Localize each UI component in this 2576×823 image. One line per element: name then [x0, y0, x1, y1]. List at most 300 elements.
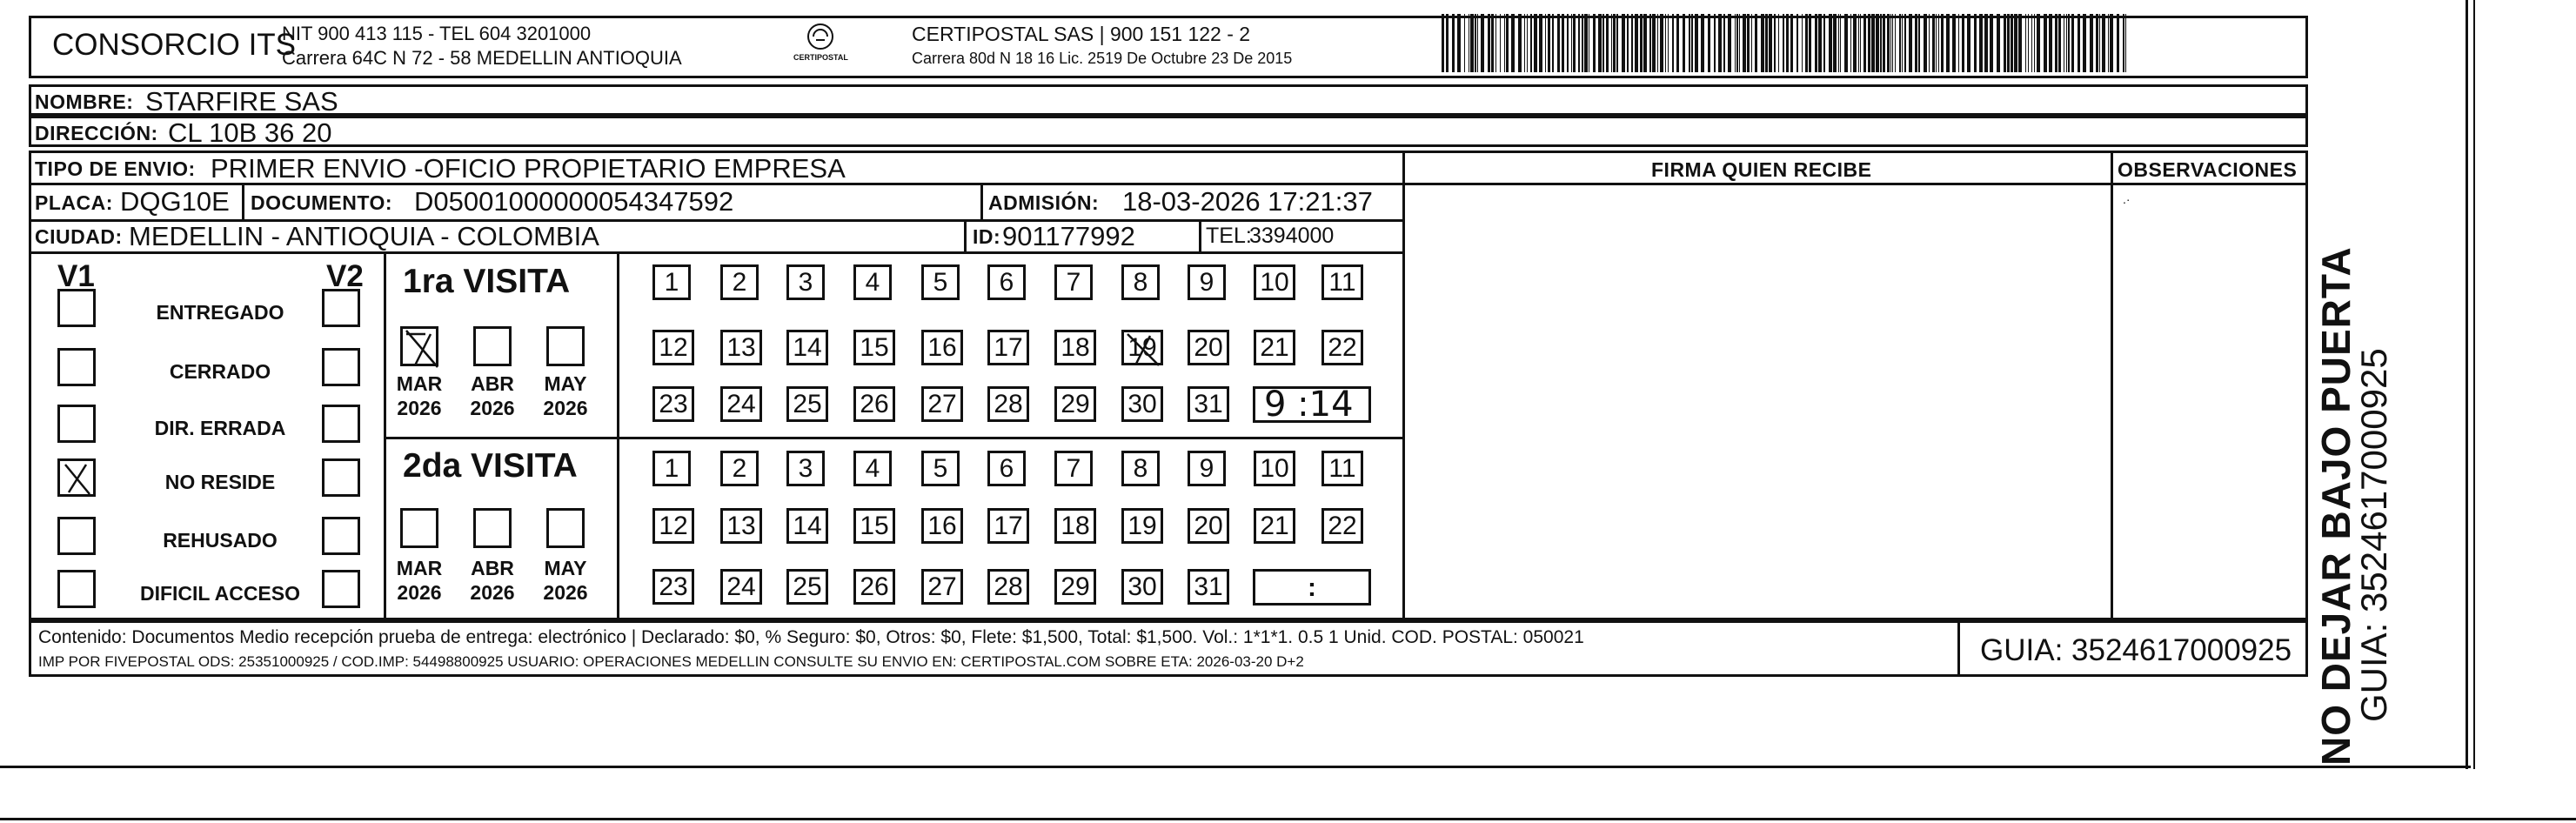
v2-checkbox-4[interactable]	[322, 458, 360, 497]
barcode-graphic	[1442, 14, 2132, 72]
barcode-bar	[2028, 14, 2029, 72]
barcode-bar	[1552, 14, 1554, 72]
barcode-bar	[1997, 14, 2000, 72]
barcode-bar	[1582, 14, 1583, 72]
barcode-bar	[1860, 14, 1861, 72]
barcode-bar	[2044, 14, 2047, 72]
visit1-day-22[interactable]: 22	[1321, 330, 1363, 365]
barcode-bar	[1545, 14, 1546, 72]
barcode-bar	[1627, 14, 1629, 72]
id-label: ID:	[973, 225, 1001, 248]
ciudad-bottom-line	[29, 251, 1405, 254]
footer-guia: GUIA: 3524617000925	[1980, 633, 2292, 667]
barcode-bar	[2125, 14, 2126, 72]
barcode-bar	[1578, 14, 1580, 72]
page-fold-line	[0, 766, 2471, 768]
barcode-bar	[1932, 14, 1935, 72]
visit1-day-31[interactable]: 31	[1188, 386, 1229, 422]
tipo-value: PRIMER ENVIO -OFICIO PROPIETARIO EMPRESA	[211, 153, 846, 184]
visit2-day-30[interactable]: 30	[1121, 569, 1163, 605]
visit1-day-4[interactable]: 4	[853, 264, 892, 300]
barcode-bar	[1691, 14, 1693, 72]
visit1-time: 9 :14	[1264, 385, 1354, 425]
visit2-day-29[interactable]: 29	[1054, 569, 1096, 605]
v1-checkbox-2[interactable]	[57, 348, 96, 386]
visit2-day-19[interactable]: 19	[1121, 508, 1163, 544]
visit1-day-5[interactable]: 5	[921, 264, 960, 300]
visit2-day-14[interactable]: 14	[786, 508, 828, 544]
barcode-bar	[1446, 14, 1449, 72]
barcode-bar	[2007, 14, 2010, 72]
barcode-bar	[1475, 14, 1476, 72]
visit1-day-2[interactable]: 2	[720, 264, 759, 300]
v1-checkbox-6[interactable]	[57, 570, 96, 608]
barcode-bar	[1488, 14, 1490, 72]
visit1-day-16[interactable]: 16	[921, 330, 963, 365]
documento-label: DOCUMENTO:	[251, 191, 393, 214]
visit1-month-label: ABR	[471, 372, 514, 395]
barcode-bar	[1548, 14, 1550, 72]
visit1-day-23[interactable]: 23	[652, 386, 694, 422]
visit2-day-27[interactable]: 27	[921, 569, 963, 605]
visit2-month-box[interactable]	[473, 508, 512, 548]
page-bottom-line	[0, 818, 2576, 820]
barcode-bar	[1887, 14, 1890, 72]
barcode-bar	[1904, 14, 1906, 72]
barcode-bar	[1567, 14, 1569, 72]
right-edge-line-2	[2473, 0, 2475, 769]
barcode-bar	[1946, 14, 1950, 72]
barcode-bar	[1765, 14, 1768, 72]
barcode-bar	[1584, 14, 1588, 72]
barcode-bar	[1613, 14, 1616, 72]
visit2-day-1[interactable]: 1	[652, 451, 691, 486]
barcode-bar	[1534, 14, 1537, 72]
barcode-bar	[2071, 14, 2074, 72]
side-warning: NO DEJAR BAJO PUERTA	[2313, 246, 2359, 766]
admision-divider	[980, 183, 983, 219]
visit2-day-10[interactable]: 10	[1254, 451, 1295, 486]
visit2-day-15[interactable]: 15	[853, 508, 895, 544]
visit2-day-26[interactable]: 26	[853, 569, 895, 605]
barcode-bar	[2083, 14, 2086, 72]
barcode-bar	[1778, 14, 1779, 72]
visit2-day-22[interactable]: 22	[1321, 508, 1363, 544]
barcode-bar	[1557, 14, 1560, 72]
visit1-year-label: 2026	[543, 397, 588, 419]
v2-checkbox-3[interactable]	[322, 405, 360, 443]
visit2-time-box[interactable]	[1253, 569, 1371, 606]
visit1-day-20[interactable]: 20	[1188, 330, 1229, 365]
visit1-month-box[interactable]	[546, 326, 585, 366]
barcode-bar	[1527, 14, 1528, 72]
barcode-bar	[2108, 14, 2109, 72]
visit1-day-10[interactable]: 10	[1254, 264, 1295, 300]
barcode-bar	[2102, 14, 2105, 72]
barcode-bar	[1890, 14, 1891, 72]
barcode-bar	[2004, 14, 2006, 72]
barcode-bar	[1689, 14, 1690, 72]
visit2-day-2[interactable]: 2	[720, 451, 759, 486]
visit1-day-6[interactable]: 6	[987, 264, 1026, 300]
v2-checkbox-5[interactable]	[322, 517, 360, 555]
months-divider	[617, 251, 619, 620]
barcode-bar	[2110, 14, 2113, 72]
nombre-label: NOMBRE:	[35, 90, 134, 113]
visit2-day-24[interactable]: 24	[720, 569, 762, 605]
barcode-bar	[1876, 14, 1879, 72]
id-divider	[964, 219, 967, 251]
barcode-bar	[1606, 14, 1609, 72]
barcode-bar	[1481, 14, 1484, 72]
barcode-bar	[1967, 14, 1970, 72]
barcode-bar	[1708, 14, 1710, 72]
barcode-bar	[1714, 14, 1716, 72]
barcode-bar	[1643, 14, 1647, 72]
visit2-day-8[interactable]: 8	[1121, 451, 1160, 486]
barcode-bar	[1815, 14, 1817, 72]
barcode-bar	[2099, 14, 2100, 72]
placa-label: PLACA:	[35, 191, 113, 214]
visit1-day-9[interactable]: 9	[1188, 264, 1226, 300]
barcode-bar	[1840, 14, 1841, 72]
ciudad-value: MEDELLIN - ANTIOQUIA - COLOMBIA	[129, 221, 599, 251]
visit2-day-18[interactable]: 18	[1054, 508, 1096, 544]
visit2-title: 2da VISITA	[403, 447, 578, 485]
barcode-bar	[1850, 14, 1851, 72]
barcode-bar	[2066, 14, 2067, 72]
v1-checkbox-1[interactable]	[57, 289, 96, 327]
barcode-bar	[1747, 14, 1750, 72]
barcode-bar	[1495, 14, 1496, 72]
barcode-bar	[2117, 14, 2119, 72]
barcode-bar	[1797, 14, 1798, 72]
visit2-year-label: 2026	[470, 581, 515, 604]
v2-label: V2	[326, 259, 364, 293]
v2-checkbox-2[interactable]	[322, 348, 360, 386]
admision-value: 18-03-2026 17:21:37	[1122, 186, 1373, 217]
barcode-bar	[1735, 14, 1736, 72]
tel-label: TEL:	[1206, 224, 1252, 248]
barcode-bar	[1598, 14, 1602, 72]
ciudad-label: CIUDAD:	[35, 225, 123, 248]
tipo-label: TIPO DE ENVIO:	[35, 157, 196, 180]
barcode-bar	[2090, 14, 2093, 72]
barcode-bar	[1657, 14, 1658, 72]
visit2-day-7[interactable]: 7	[1054, 451, 1093, 486]
tel-divider	[1199, 219, 1201, 251]
visit1-day-25[interactable]: 25	[786, 386, 828, 422]
status-option-label: CERRADO	[169, 360, 271, 383]
barcode-bar	[1790, 14, 1793, 72]
barcode-bar	[1736, 14, 1738, 72]
barcode-bar	[1470, 14, 1474, 72]
barcode-bar	[1640, 14, 1643, 72]
day-number: 19	[1127, 333, 1157, 362]
visit2-day-4[interactable]: 4	[853, 451, 892, 486]
visit2-month-box[interactable]	[546, 508, 585, 548]
barcode-bar	[1802, 14, 1803, 72]
barcode-bar	[1941, 14, 1944, 72]
visit1-day-11[interactable]: 11	[1321, 264, 1363, 300]
id-value: 901177992	[1002, 221, 1135, 251]
barcode-bar	[1868, 14, 1870, 72]
barcode-bar	[1751, 14, 1752, 72]
barcode-bar	[1929, 14, 1930, 72]
visit1-day-17[interactable]: 17	[987, 330, 1029, 365]
barcode-bar	[1728, 14, 1731, 72]
barcode-bar	[1990, 14, 1993, 72]
barcode-bar	[1676, 14, 1679, 72]
barcode-bar	[1979, 14, 1983, 72]
right-edge-line	[2466, 0, 2468, 769]
check-mark-icon	[1124, 332, 1162, 367]
firma-header: FIRMA QUIEN RECIBE	[1651, 158, 1872, 181]
visit2-day-3[interactable]: 3	[786, 451, 825, 486]
barcode-bar	[1718, 14, 1722, 72]
barcode-bar	[1491, 14, 1494, 72]
barcode-bar	[1743, 14, 1746, 72]
barcode-bar	[1829, 14, 1832, 72]
barcode-bar	[1783, 14, 1784, 72]
barcode-bar	[1530, 14, 1532, 72]
barcode-bar	[1936, 14, 1937, 72]
barcode-bar	[2123, 14, 2124, 72]
barcode-bar	[1723, 14, 1725, 72]
courier-name: CERTIPOSTAL SAS | 900 151 122 - 2	[912, 23, 1251, 45]
visit2-month-label: MAY	[544, 557, 587, 579]
barcode-bar	[1909, 14, 1912, 72]
barcode-bar	[1573, 14, 1576, 72]
visit1-day-13[interactable]: 13	[720, 330, 762, 365]
tel-value: 3394000	[1249, 224, 1335, 248]
visit1-day-30[interactable]: 30	[1121, 386, 1163, 422]
visit2-day-25[interactable]: 25	[786, 569, 828, 605]
barcode-bar	[1504, 14, 1505, 72]
visit2-day-23[interactable]: 23	[652, 569, 694, 605]
barcode-bar	[2058, 14, 2061, 72]
status-option-label: ENTREGADO	[156, 301, 284, 324]
visit1-year-label: 2026	[470, 397, 515, 419]
company-address: Carrera 64C N 72 - 58 MEDELLIN ANTIOQUIA	[282, 47, 682, 69]
check-mark-icon	[403, 329, 441, 369]
barcode-bar	[1701, 14, 1704, 72]
visit1-day-21[interactable]: 21	[1254, 330, 1295, 365]
barcode-bar	[2068, 14, 2070, 72]
v2-checkbox-1[interactable]	[322, 289, 360, 327]
barcode-bar	[1452, 14, 1455, 72]
barcode-bar	[1539, 14, 1542, 72]
barcode-bar	[1984, 14, 1988, 72]
nombre-row	[29, 84, 2308, 116]
visit1-title: 1ra VISITA	[403, 263, 571, 300]
barcode-bar	[1672, 14, 1674, 72]
barcode-bar	[1809, 14, 1811, 72]
visit2-day-9[interactable]: 9	[1188, 451, 1226, 486]
barcode-bar	[1518, 14, 1522, 72]
direccion-value: CL 10B 36 20	[168, 117, 332, 148]
barcode-bar	[1952, 14, 1956, 72]
visit2-day-20[interactable]: 20	[1188, 508, 1229, 544]
barcode-bar	[2055, 14, 2057, 72]
company-nit: NIT 900 413 115 - TEL 604 3201000	[282, 23, 592, 44]
visit1-month-label: MAR	[396, 372, 443, 395]
visit2-day-12[interactable]: 12	[652, 508, 694, 544]
visit1-month-label: MAY	[544, 372, 587, 395]
visit2-day-21[interactable]: 21	[1254, 508, 1295, 544]
barcode-bar	[1649, 14, 1651, 72]
barcode-bar	[1915, 14, 1917, 72]
status-option-label: NO RESIDE	[164, 471, 276, 493]
barcode-bar	[1902, 14, 1903, 72]
barcode-bar	[1755, 14, 1757, 72]
observaciones-mark: .·	[2123, 192, 2131, 206]
visit1-day-27[interactable]: 27	[921, 386, 963, 422]
options-divider	[384, 251, 386, 620]
visit1-day-3[interactable]: 3	[786, 264, 825, 300]
visit1-day-12[interactable]: 12	[652, 330, 694, 365]
barcode-bar	[1899, 14, 1901, 72]
v1-checkbox-4[interactable]	[57, 458, 96, 497]
barcode-bar	[1958, 14, 1959, 72]
v1-label: V1	[57, 259, 95, 293]
visit2-year-label: 2026	[397, 581, 442, 604]
footer-contenido: Contenido: Documentos Medio recepción prueba de entrega: electrónico | Declarado: $0, % Seguro: $0, Otros: $0, Flete: $1,500, Total: $1,500. Vol.: 1*1*1. 0.5 1 Unid. COD. POSTAL: 050021	[38, 627, 1584, 647]
barcode-bar	[1500, 14, 1501, 72]
barcode-bar	[1974, 14, 1977, 72]
barcode-bar	[1838, 14, 1839, 72]
visit1-day-29[interactable]: 29	[1054, 386, 1096, 422]
barcode-bar	[1853, 14, 1857, 72]
visit2-day-28[interactable]: 28	[987, 569, 1029, 605]
visit1-day-28[interactable]: 28	[987, 386, 1029, 422]
visit2-day-16[interactable]: 16	[921, 508, 963, 544]
barcode-bar	[1457, 14, 1461, 72]
visit2-month-box[interactable]	[400, 508, 438, 548]
observaciones-header: OBSERVACIONES	[2118, 158, 2298, 181]
documento-value: D05001000000054347592	[414, 186, 734, 217]
visit2-day-11[interactable]: 11	[1321, 451, 1363, 486]
barcode-bar	[1695, 14, 1698, 72]
logo-icon	[790, 21, 851, 70]
courier-address: Carrera 80d N 18 16 Lic. 2519 De Octubre 23 De 2015	[912, 50, 1293, 67]
barcode-bar	[1918, 14, 1920, 72]
visit1-day-18[interactable]: 18	[1054, 330, 1096, 365]
barcode-bar	[1593, 14, 1596, 72]
visit1-day-24[interactable]: 24	[720, 386, 762, 422]
barcode-bar	[2018, 14, 2022, 72]
barcode-bar	[2011, 14, 2013, 72]
barcode-bar	[1524, 14, 1525, 72]
visit1-day-15[interactable]: 15	[853, 330, 895, 365]
visit1-month-box[interactable]	[473, 326, 512, 366]
visit2-month-label: ABR	[471, 557, 514, 579]
barcode-bar	[1511, 14, 1515, 72]
barcode-bar	[1786, 14, 1789, 72]
v1-checkbox-5[interactable]	[57, 517, 96, 555]
barcode-bar	[1665, 14, 1666, 72]
barcode-bar	[1818, 14, 1822, 72]
barcode-bar	[1774, 14, 1776, 72]
visit2-time: :	[1308, 573, 1316, 602]
barcode-bar	[1635, 14, 1638, 72]
visit2-day-17[interactable]: 17	[987, 508, 1029, 544]
observaciones-divider	[2111, 151, 2113, 620]
barcode-bar	[1761, 14, 1764, 72]
logo-text: CERTIPOSTAL	[793, 53, 848, 62]
company-name: CONSORCIO ITS	[52, 28, 297, 62]
barcode-bar	[1769, 14, 1772, 72]
v2-checkbox-6[interactable]	[322, 570, 360, 608]
visit1-time-box[interactable]	[1253, 386, 1371, 423]
barcode-bar	[1602, 14, 1604, 72]
direccion-row	[29, 116, 2308, 147]
visit1-month-box[interactable]	[400, 326, 438, 366]
barcode-bar	[1938, 14, 1939, 72]
nombre-value: STARFIRE SAS	[145, 86, 338, 117]
barcode-bar	[2031, 14, 2032, 72]
v1-checkbox-3[interactable]	[57, 405, 96, 443]
visit1-day-1[interactable]: 1	[652, 264, 691, 300]
status-option-label: DIFICIL ACCESO	[139, 582, 300, 605]
visit1-day-14[interactable]: 14	[786, 330, 828, 365]
barcode-bar	[1668, 14, 1669, 72]
barcode-bar	[1611, 14, 1612, 72]
barcode-bar	[2049, 14, 2052, 72]
visit2-day-6[interactable]: 6	[987, 451, 1026, 486]
barcode-bar	[1739, 14, 1740, 72]
visit2-day-5[interactable]: 5	[921, 451, 960, 486]
visit1-day-26[interactable]: 26	[853, 386, 895, 422]
barcode-bar	[1871, 14, 1875, 72]
barcode-bar	[1571, 14, 1572, 72]
barcode-bar	[1962, 14, 1964, 72]
barcode-bar	[1833, 14, 1837, 72]
visit1-day-8[interactable]: 8	[1121, 264, 1160, 300]
side-guia: GUIA: 3524617000925	[2353, 348, 2394, 722]
visit1-year-label: 2026	[397, 397, 442, 419]
barcode-bar	[1631, 14, 1633, 72]
visit1-day-19[interactable]	[1121, 330, 1163, 365]
footer-imp: IMP POR FIVEPOSTAL ODS: 25351000925 / COD.IMP: 54498800925 USUARIO: OPERACIONES MEDELLIN CONSULTE SU ENVIO EN: CERTIPOSTAL.COM SOBRE ETA: 2026-03-20 D+2	[38, 653, 1304, 670]
barcode-bar	[1562, 14, 1564, 72]
visit2-day-13[interactable]: 13	[720, 508, 762, 544]
barcode-bar	[2025, 14, 2026, 72]
admision-label: ADMISIÓN:	[988, 191, 1100, 214]
direccion-label: DIRECCIÓN:	[35, 122, 158, 144]
barcode-bar	[1844, 14, 1848, 72]
visit2-year-label: 2026	[543, 581, 588, 604]
visit1-day-7[interactable]: 7	[1054, 264, 1093, 300]
barcode-bar	[1858, 14, 1859, 72]
status-option-label: DIR. ERRADA	[154, 417, 286, 439]
visit2-day-31[interactable]: 31	[1188, 569, 1229, 605]
barcode-bar	[2096, 14, 2098, 72]
barcode-bar	[2034, 14, 2035, 72]
barcode-bar	[1464, 14, 1465, 72]
barcode-bar	[1892, 14, 1893, 72]
barcode-bar	[1823, 14, 1825, 72]
barcode-bar	[1477, 14, 1478, 72]
barcode-bar	[2037, 14, 2040, 72]
barcode-bar	[1660, 14, 1663, 72]
status-option-label: REHUSADO	[163, 529, 278, 552]
barcode	[1442, 14, 2132, 72]
visit2-month-label: MAR	[396, 557, 443, 579]
barcode-bar	[1442, 14, 1444, 72]
barcode-bar	[1895, 14, 1896, 72]
barcode-bar	[1652, 14, 1656, 72]
